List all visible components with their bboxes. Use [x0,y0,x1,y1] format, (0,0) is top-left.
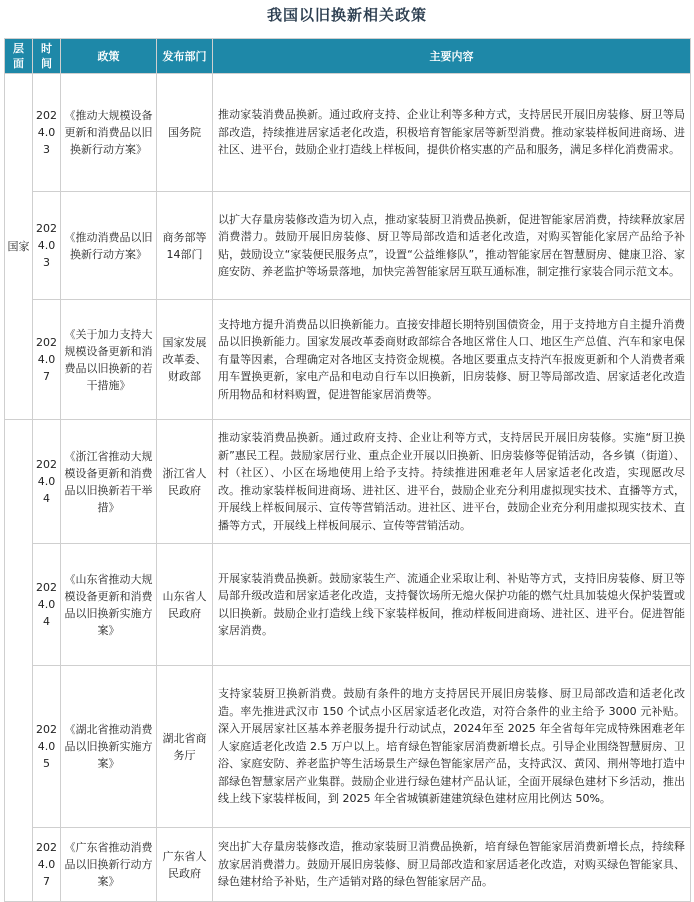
issuer-cell: 国家发展改革委、财政部 [157,300,213,420]
time-cell: 2024.05 [33,666,61,828]
table-row [5,828,691,902]
content-cell: 以扩大存量房装修改造为切入点，推动家装厨卫消费品换新，促进智能家居消费，持续释放家居消费潜力。鼓励开展旧房装修、厨卫等局部改造和适老化改造，对购买智能化家居产品给予补贴，鼓励设立“家装便民服务点”，设置“公益维修队”，推动智能家居在智慧厨房、健康卫浴、家庭安防、养老监护等场景落地，加快完善智能家居互联互通标准，制定推行家装合同示范文本。 [213,192,691,300]
header-policy: 政策 [61,39,157,74]
table-row [5,74,691,192]
content-cell: 支持家装厨卫换新消费。鼓励有条件的地方支持居民开展旧房装修、厨卫局部改造和适老化改造。率先推进武汉市 150 个试点小区居家适老化改造，对符合条件的业主给予 3000 元补贴。深入开展居家社区基本养老服务提升行动试点，2024年至 2025 年全省每年完成特殊困难老年人家庭适老化改造 2.5 万户以上。培育绿色智能家居消费新增长点。引导企业围绕智慧厨房、卫浴、家庭安防、养老监护等生活场景生产绿色智能家居产品，支持武汉、黄冈、荆州等地打造中部绿色智慧家居产业集群。鼓励企业进行绿色建材产品认证，全面开展绿色建材下乡活动，推出线上线下家装样板间，到 2025 年全省城镇新建建筑绿色建材应用比例达 50%。 [213,666,691,828]
table-row [5,666,691,828]
policy-cell: 《广东省推动消费品以旧换新行动方案》 [61,828,157,902]
policy-cell: 《关于加力支持大规模设备更新和消费品以旧换新的若干措施》 [61,300,157,420]
table-header-row [5,39,691,74]
table-row [5,420,691,544]
policy-cell: 《浙江省推动大规模设备更新和消费品以旧换新若干举措》 [61,420,157,544]
table-row [5,192,691,300]
issuer-cell: 商务部等14部门 [157,192,213,300]
content-cell: 推动家装消费品换新。通过政府支持、企业让利等方式，支持居民开展旧房装修。实施“厨卫换新”惠民工程。鼓励家居行业、重点企业开展以旧换新、旧房装修等促销活动，各乡镇（街道）、村（社区）、小区在场地使用上给予支持。持续推进困难老年人居家适老化改造，实现愿改尽改。推动家装样板间进商场、进社区、进平台，鼓励企业充分利用虚拟现实技术、直播等方式，开展线上样板间展示、宣传等营销活动。进社区、进平台，鼓励企业充分利用虚拟现实技术、直播等方式，开展线上样板间展示、宣传等营销活动。 [213,420,691,544]
issuer-cell: 广东省人民政府 [157,828,213,902]
issuer-cell: 国务院 [157,74,213,192]
time-cell: 2024.07 [33,828,61,902]
table-row [5,544,691,666]
header-content: 主要内容 [213,39,691,74]
time-cell: 2024.03 [33,74,61,192]
level-cell-national: 国家 [5,74,33,420]
time-cell: 2024.04 [33,420,61,544]
table-row [5,300,691,420]
policy-cell: 《推动消费品以旧换新行动方案》 [61,192,157,300]
policy-cell: 《推动大规模设备更新和消费品以旧换新行动方案》 [61,74,157,192]
time-cell: 2024.07 [33,300,61,420]
time-cell: 2024.03 [33,192,61,300]
header-level: 层面 [5,39,33,74]
policy-cell: 《山东省推动大规模设备更新和消费品以旧换新实施方案》 [61,544,157,666]
content-cell: 开展家装消费品换新。鼓励家装生产、流通企业采取让利、补贴等方式，支持旧房装修、厨卫等局部升级改造和居家适老化改造，支持餐饮场所无熄火保护功能的燃气灶具加装熄火保护装置或以旧换新。鼓励企业打造线上线下家装样板间，推动样板间进商场、进社区、进平台。促进智能家居消费。 [213,544,691,666]
issuer-cell: 湖北省商务厅 [157,666,213,828]
header-issuer: 发布部门 [157,39,213,74]
policy-table [4,38,691,902]
content-cell: 突出扩大存量房装修改造，推动家装厨卫消费品换新，培育绿色智能家居消费新增长点，持续释放家居消费潜力。鼓励开展旧房装修、厨卫局部改造和家居适老化改造，对购买绿色智能家具、绿色建材给予补贴，生产适销对路的绿色智能家居产品。 [213,828,691,902]
header-time: 时间 [33,39,61,74]
issuer-cell: 浙江省人民政府 [157,420,213,544]
issuer-cell: 山东省人民政府 [157,544,213,666]
time-cell: 2024.04 [33,544,61,666]
content-cell: 支持地方提升消费品以旧换新能力。直接安排超长期特别国债资金，用于支持地方自主提升消费品以旧换新能力。国家发展改革委商财政部综合各地区常住人口、地区生产总值、汽车和家电保有量等因素，合理确定对各地区支持资金规模。各地区要重点支持汽车报废更新和个人消费者乘用车置换更新，家电产品和电动自行车以旧换新，旧房装修、厨卫等局部改造、居家适老化改造所用物品和材料购置，促进智能家居消费等。 [213,300,691,420]
level-cell-provincial [5,420,33,902]
page-title: 我国以旧换新相关政策 [266,6,427,24]
content-cell: 推动家装消费品换新。通过政府支持、企业让利等多种方式，支持居民开展旧房装修、厨卫等局部改造，持续推进居家适老化改造，积极培育智能家居等新型消费。推动家装样板间进商场、进社区、进平台，鼓励企业打造线上样板间，提供价格实惠的产品和服务，满足多样化消费需求。 [213,74,691,192]
policy-cell: 《湖北省推动消费品以旧换新实施方案》 [61,666,157,828]
